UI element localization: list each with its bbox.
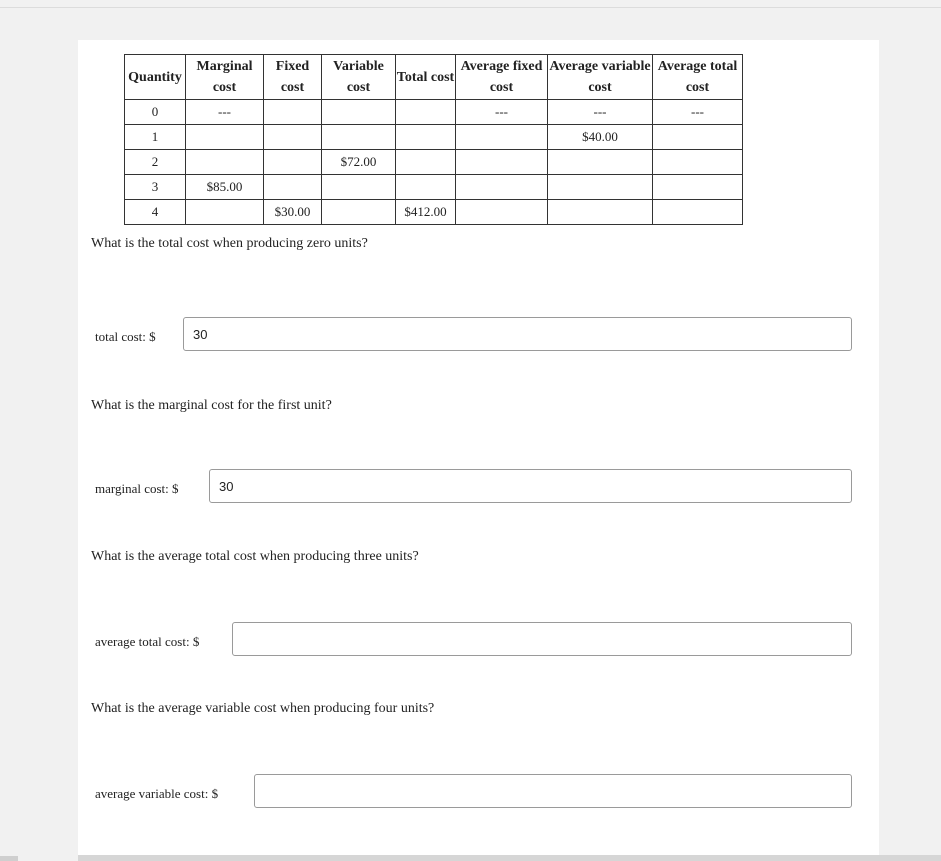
- table-cell: $40.00: [548, 125, 653, 150]
- header-total-cost: Total cost: [396, 55, 456, 100]
- table-cell: ---: [653, 100, 743, 125]
- table-cell: 1: [125, 125, 186, 150]
- table-cell: [264, 125, 322, 150]
- table-cell: $72.00: [322, 150, 396, 175]
- table-cell: [396, 150, 456, 175]
- table-row: [125, 200, 743, 225]
- top-divider: [0, 7, 941, 8]
- table-cell: [264, 175, 322, 200]
- table-row: [125, 150, 743, 175]
- table-cell: [264, 100, 322, 125]
- table-cell: 2: [125, 150, 186, 175]
- table-cell: [396, 175, 456, 200]
- table-cell: ---: [186, 100, 264, 125]
- marginal-cost-input[interactable]: [209, 469, 852, 503]
- table-cell: [548, 175, 653, 200]
- table-cell: [186, 200, 264, 225]
- table-cell: [396, 125, 456, 150]
- average-variable-cost-label: average variable cost: $: [95, 786, 219, 801]
- table-cell: [653, 150, 743, 175]
- table-cell: [456, 125, 548, 150]
- cost-table: [124, 54, 743, 225]
- table-cell: $85.00: [186, 175, 264, 200]
- header-marginal-cost: Marginal cost: [186, 55, 264, 100]
- table-cell: ---: [548, 100, 653, 125]
- table-cell: $30.00: [264, 200, 322, 225]
- table-cell: 4: [125, 200, 186, 225]
- table-cell: [548, 150, 653, 175]
- header-quantity: Quantity: [125, 55, 186, 100]
- total-cost-label: total cost: $: [95, 329, 156, 344]
- table-cell: [322, 100, 396, 125]
- table-cell: [396, 100, 456, 125]
- table-cell: [322, 175, 396, 200]
- table-row: [125, 175, 743, 200]
- table-cell: [456, 175, 548, 200]
- question-average-total-cost-three: What is the average total cost when producing three units?: [91, 549, 419, 564]
- table-cell: ---: [456, 100, 548, 125]
- header-average-total-cost: Average total cost: [653, 55, 743, 100]
- header-fixed-cost: Fixed cost: [264, 55, 322, 100]
- header-average-variable-cost: Average variable cost: [548, 55, 653, 100]
- table-cell: [186, 150, 264, 175]
- table-header-row: [125, 55, 743, 100]
- scrollbar-stub: [0, 856, 18, 861]
- table-cell: $412.00: [396, 200, 456, 225]
- question-marginal-cost-first: What is the marginal cost for the first unit?: [91, 398, 332, 413]
- table-cell: 0: [125, 100, 186, 125]
- table-cell: [653, 200, 743, 225]
- average-variable-cost-input[interactable]: [254, 774, 852, 808]
- total-cost-input[interactable]: [183, 317, 852, 351]
- table-row: [125, 125, 743, 150]
- horizontal-scrollbar[interactable]: [78, 855, 941, 861]
- table-cell: [548, 200, 653, 225]
- question-total-cost-zero: What is the total cost when producing zero units?: [91, 236, 368, 251]
- header-variable-cost: Variable cost: [322, 55, 396, 100]
- question-average-variable-cost-four: What is the average variable cost when producing four units?: [91, 701, 435, 716]
- table-cell: [264, 150, 322, 175]
- table-cell: [186, 125, 264, 150]
- average-total-cost-label: average total cost: $: [95, 634, 200, 649]
- table-cell: [653, 175, 743, 200]
- table-cell: [322, 200, 396, 225]
- table-cell: [456, 150, 548, 175]
- table-cell: [653, 125, 743, 150]
- average-total-cost-input[interactable]: [232, 622, 852, 656]
- table-cell: [456, 200, 548, 225]
- table-row: [125, 100, 743, 125]
- table-cell: [322, 125, 396, 150]
- marginal-cost-label: marginal cost: $: [95, 481, 179, 496]
- table-cell: 3: [125, 175, 186, 200]
- header-average-fixed-cost: Average fixed cost: [456, 55, 548, 100]
